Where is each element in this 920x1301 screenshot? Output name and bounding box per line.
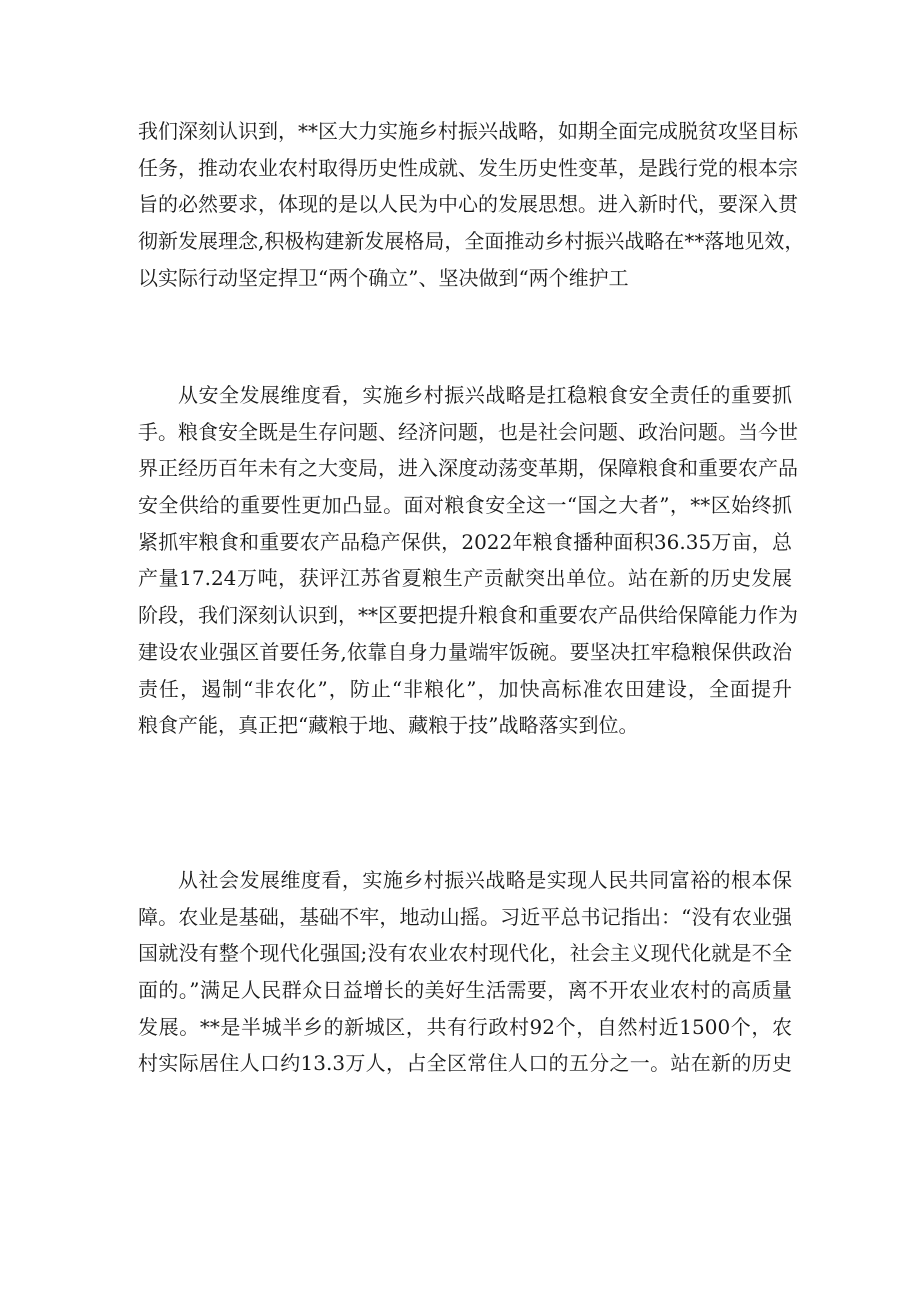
- paragraph-line: 村实际居住人口约13.3万人，占全区常住人口的五分之一。站在新的历史: [138, 1051, 792, 1076]
- paragraph-line: 粮食产能，真正把“藏粮于地、藏粮于技”战略落实到位。: [138, 713, 639, 738]
- paragraph-line: 建设农业强区首要任务,依靠自身力量端牢饭碗。要坚决扛牢稳粮保供政治: [138, 639, 792, 664]
- paragraph-line: 发展。**是半城半乡的新城区，共有行政村92个，自然村近1500个，农: [138, 1014, 792, 1039]
- paragraph-line: 产量17.24万吨，获评江苏省夏粮生产贡献突出单位。站在新的历史发展: [138, 566, 792, 591]
- paragraph-line: 从社会发展维度看，实施乡村振兴战略是实现人民共同富裕的根本保: [178, 868, 792, 892]
- paragraph-line: 从安全发展维度看，实施乡村振兴战略是扛稳粮食安全责任的重要抓: [178, 383, 792, 407]
- paragraph-line: 以实际行动坚定捍卫“两个确立”、坚决做到“两个维护工: [138, 265, 629, 290]
- paragraph-3: [138, 862, 792, 1082]
- paragraph-line: 我们深刻认识到，**区大力实施乡村振兴战略，如期全面完成脱贫攻坚目标: [138, 119, 798, 143]
- paragraph-line: 彻新发展理念,积极构建新发展格局，全面推动乡村振兴战略在**落地见效，: [138, 229, 805, 254]
- paragraph-line: 面的。”满足人民群众日益增长的美好生活需要，离不开农业农村的高质量: [138, 978, 792, 1003]
- paragraph-1: [138, 113, 805, 296]
- paragraph-line: 安全供给的重要性更加凸显。面对粮食安全这一“国之大者”，**区始终抓: [138, 493, 792, 518]
- paragraph-line: 旨的必然要求，体现的是以人民为中心的发展思想。进入新时代，要深入贯: [138, 192, 798, 217]
- paragraph-line: 障。农业是基础，基础不牢，地动山摇。习近平总书记指出：“没有农业强: [138, 904, 792, 929]
- paragraph-line: 任务，推动农业农村取得历史性成就、发生历史性变革，是践行党的根本宗: [138, 155, 798, 180]
- paragraph-line: 阶段，我们深刻认识到，**区要把提升粮食和重要农产品供给保障能力作为: [138, 603, 798, 628]
- paragraph-line: 界正经历百年未有之大变局，进入深度动荡变革期，保障粮食和重要农产品: [138, 456, 798, 481]
- paragraph-line: 手。粮食安全既是生存问题、经济问题，也是社会问题、政治问题。当今世: [138, 419, 798, 444]
- paragraph-line: 责任，遏制“非农化”，防止“非粮化”，加快高标准农田建设，全面提升: [138, 676, 792, 701]
- paragraph-line: 紧抓牢粮食和重要农产品稳产保供，2022年粮食播种面积36.35万亩，总: [138, 529, 792, 554]
- paragraph-2: [138, 377, 798, 744]
- paragraph-line: 国就没有整个现代化强国;没有农业农村现代化，社会主义现代化就是不全: [138, 941, 792, 966]
